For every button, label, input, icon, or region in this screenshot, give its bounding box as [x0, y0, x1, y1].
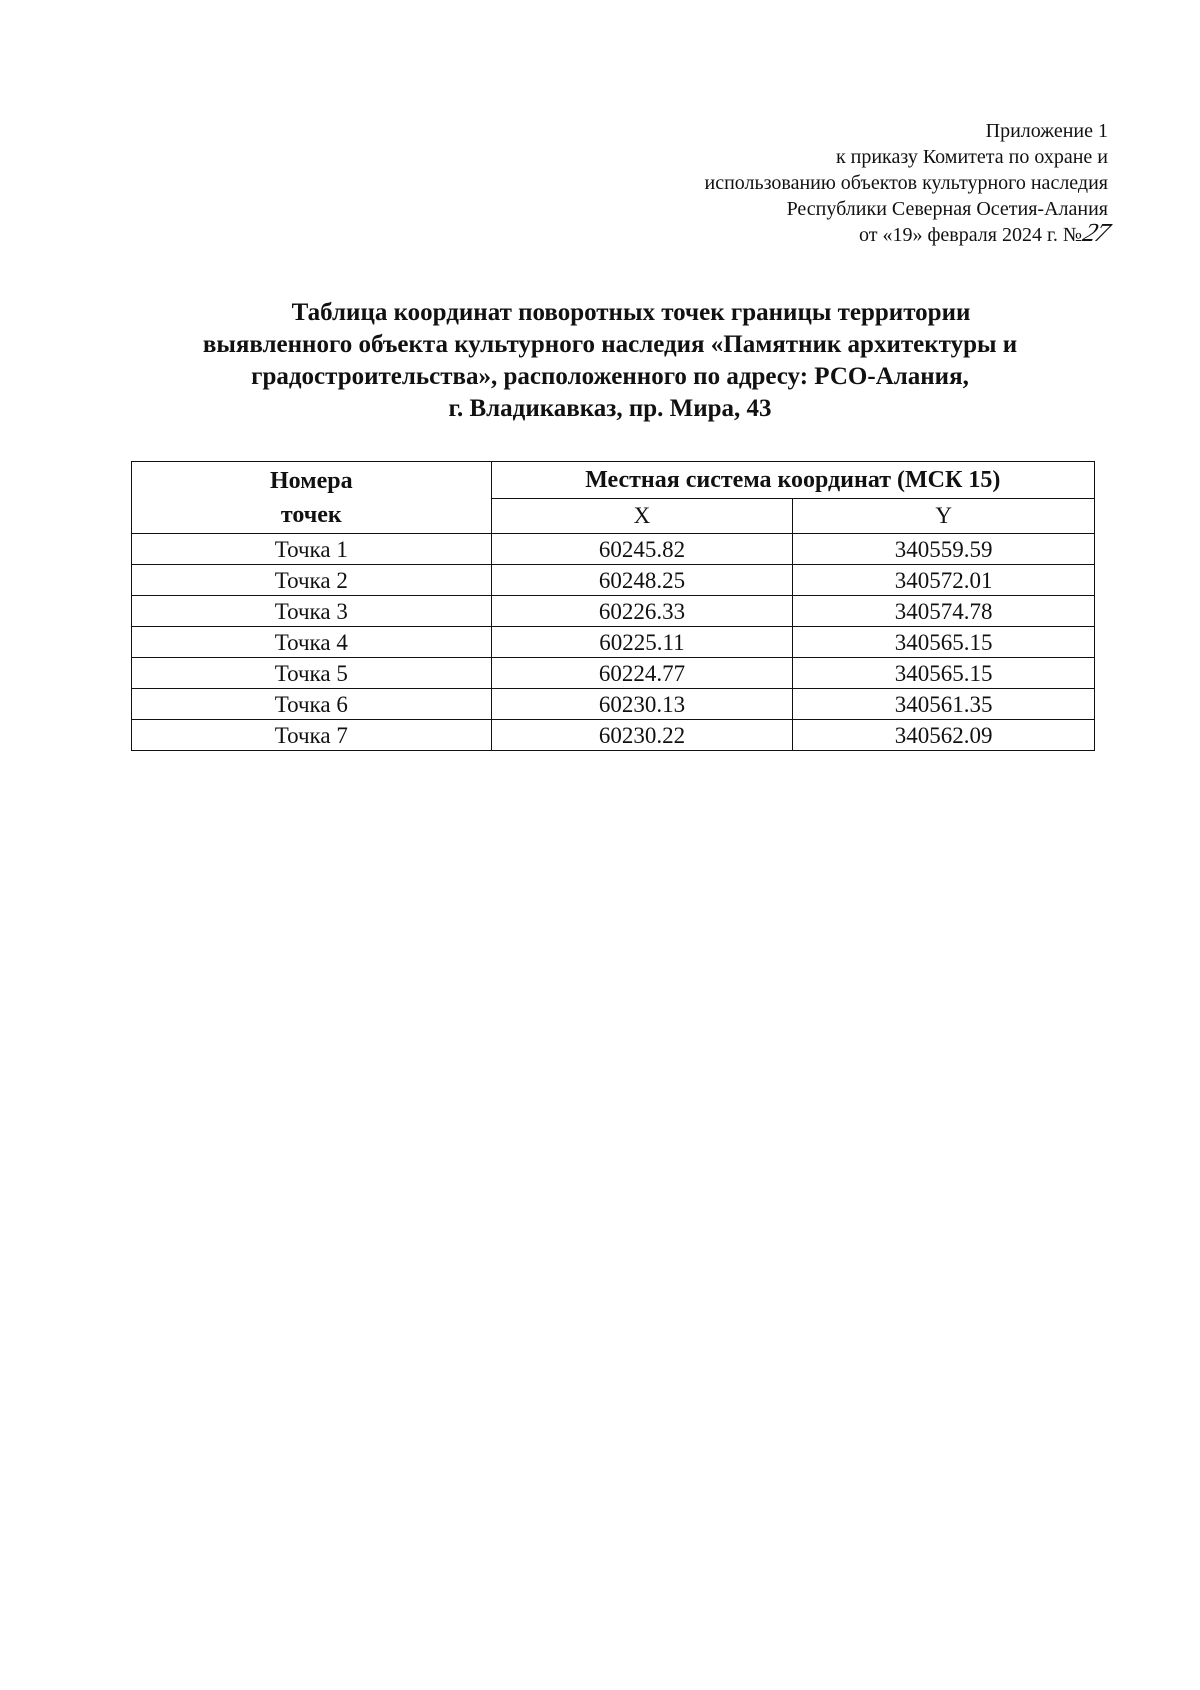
appendix-date: от «19» февраля 2024 г. № [858, 224, 1082, 246]
cell-y: 340565.15 [793, 627, 1095, 658]
cell-point: Точка 6 [132, 689, 492, 720]
cell-y: 340565.15 [793, 658, 1095, 689]
header-point-numbers-line1: Номера [270, 467, 353, 494]
title-line-2: выявленного объекта культурного наследия «Памятник архитектуры и [202, 331, 1018, 358]
appendix-republic: Республики Северная Осетия-Алания [786, 198, 1108, 220]
table-row [132, 565, 1095, 596]
appendix-order-ref: к приказу Комитета по охране и [835, 146, 1108, 168]
appendix-header [468, 118, 1113, 248]
appendix-date-line [468, 218, 1113, 248]
cell-x: 60245.82 [491, 534, 793, 565]
header-point-numbers [132, 462, 492, 534]
header-y: Y [793, 499, 1095, 534]
coordinates-table [131, 461, 1095, 751]
document-title [130, 297, 1090, 425]
cell-y: 340559.59 [793, 534, 1095, 565]
table-header-row [132, 462, 1095, 499]
table-row [132, 534, 1095, 565]
header-point-numbers-line2: точек [280, 501, 342, 528]
cell-point: Точка 3 [132, 596, 492, 627]
header-x: X [491, 499, 793, 534]
cell-point: Точка 4 [132, 627, 492, 658]
table-row [132, 689, 1095, 720]
cell-y: 340562.09 [793, 720, 1095, 751]
cell-y: 340561.35 [793, 689, 1095, 720]
cell-x: 60226.33 [491, 596, 793, 627]
cell-y: 340574.78 [793, 596, 1095, 627]
cell-x: 60230.22 [491, 720, 793, 751]
table-row [132, 658, 1095, 689]
title-line-3: градостроительства», расположенного по адресу: РСО-Алания, [251, 363, 969, 390]
cell-point: Точка 2 [132, 565, 492, 596]
appendix-label: Приложение 1 [985, 120, 1108, 142]
title-line-1: Таблица координат поворотных точек границы территории [291, 299, 971, 326]
table-row [132, 596, 1095, 627]
cell-x: 60248.25 [491, 565, 793, 596]
handwritten-order-number: 27 [1079, 218, 1113, 247]
appendix-committee: использованию объектов культурного наследия [704, 172, 1108, 194]
cell-point: Точка 1 [132, 534, 492, 565]
cell-point: Точка 7 [132, 720, 492, 751]
table-row [132, 720, 1095, 751]
cell-x: 60224.77 [491, 658, 793, 689]
cell-point: Точка 5 [132, 658, 492, 689]
cell-x: 60225.11 [491, 627, 793, 658]
cell-x: 60230.13 [491, 689, 793, 720]
table-row [132, 627, 1095, 658]
cell-y: 340572.01 [793, 565, 1095, 596]
header-coordinate-system: Местная система координат (МСК 15) [491, 462, 1094, 499]
title-line-4: г. Владикавказ, пр. Мира, 43 [448, 395, 772, 422]
